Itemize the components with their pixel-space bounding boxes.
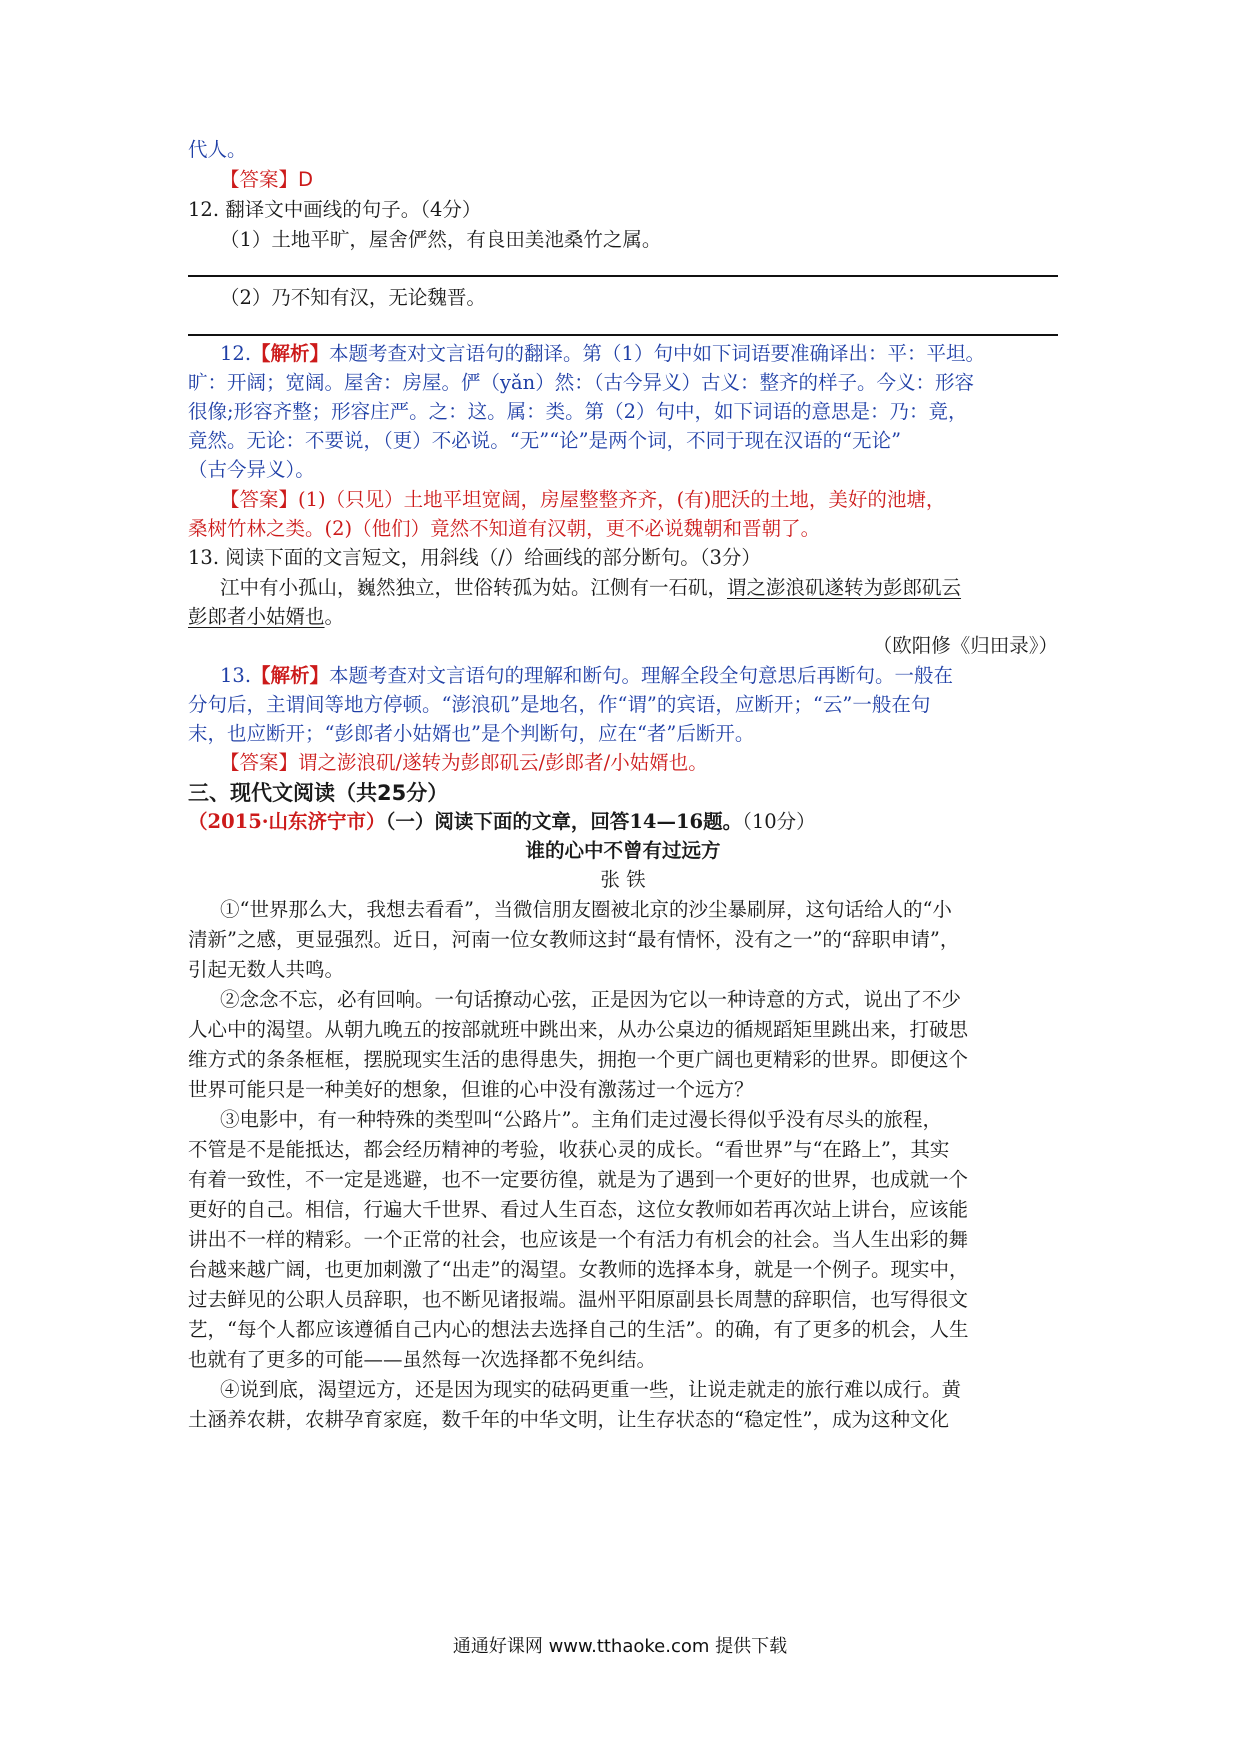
passage-source: （欧阳修《归田录》）	[872, 634, 1058, 657]
question-12-sentence-2: （2）乃不知有汉，无论魏晋。	[220, 286, 486, 309]
question-13-title: 13. 阅读下面的文言短文，用斜线（/）给画线的部分断句。（3分）	[188, 546, 761, 569]
paragraph-3-line-6: 台越来越广阔，也更加刺激了“出走”的渴望。女教师的选择本身，就是一个例子。现实中，	[188, 1258, 969, 1281]
question-12-sentence-1: （1）土地平旷，屋舍俨然，有良田美池桑竹之属。	[220, 228, 662, 251]
paragraph-3-line-9: 也就有了更多的可能——虽然每一次选择都不免纠结。	[188, 1348, 657, 1371]
question-13-text-line-2	[188, 601, 344, 633]
paragraph-1-line-2: 清新”之感，更显强烈。近日，河南一位女教师这封“最有情怀，没有之一”的“辞职申请”，	[188, 928, 960, 951]
answer-13	[220, 747, 708, 779]
passage-text: 江中有小孤山，巍然独立，世俗转孤为姑。江侧有一石矶，	[220, 576, 728, 599]
answer-text: (1)（只见）土地平坦宽阔，房屋整整齐齐，(有)肥沃的土地，美好的池塘，	[298, 488, 946, 511]
paragraph-4-line-2: 土涵养农耕，农耕孕育家庭，数千年的中华文明，让生存状态的“稳定性”，成为这种文化	[188, 1408, 949, 1431]
paragraph-3-line-4: 更好的自己。相信，行遍大千世界、看过人生百态，这位女教师如若再次站上讲台，应该能	[188, 1198, 969, 1221]
analysis-13-line-2: 分句后，主谓间等地方停顿。“澎浪矶”是地名，作“谓”的宾语，应断开；“云”一般在句	[188, 693, 931, 716]
paragraph-3-line-7: 过去鲜见的公职人员辞职，也不断见诸报端。温州平阳原副县长周慧的辞职信，也写得很文	[188, 1288, 969, 1311]
paragraph-1-line-3: 引起无数人共鸣。	[188, 958, 345, 981]
answer-line	[188, 275, 1058, 277]
continuation-line: 代人。	[188, 138, 247, 161]
page-footer: 通通好课网 www.tthaoke.com 提供下载	[452, 1636, 788, 1657]
paragraph-2-line-3: 维方式的条条框框，摆脱现实生活的患得患失，拥抱一个更广阔也更精彩的世界。即便这个	[188, 1048, 969, 1071]
article-author: 张 铁	[600, 868, 646, 891]
answer-12-line-2: 桑树竹林之类。(2)（他们）竟然不知道有汉朝，更不必说魏朝和晋朝了。	[188, 517, 821, 540]
paragraph-1-line-1: ①“世界那么大，我想去看看”，当微信朋友圈被北京的沙尘暴刷屏，这句话给人的“小	[220, 898, 952, 921]
analysis-12-line-3: 很像;形容齐整；形容庄严。之：这。属：类。第（2）句中，如下词语的意思是：乃：竟，	[188, 400, 968, 423]
punctuation: 。	[324, 605, 345, 628]
paragraph-3-line-3: 有着一致性，不一定是逃避，也不一定要彷徨，就是为了遇到一个更好的世界，也成就一个	[188, 1168, 969, 1191]
paragraph-2-line-2: 人心中的渴望。从朝九晚五的按部就班中跳出来，从办公桌边的循规蹈矩里跳出来，打破思	[188, 1018, 969, 1041]
analysis-12-line-1	[220, 338, 985, 370]
analysis-12-line-2: 旷：开阔；宽阔。屋舍：房屋。俨（yǎn）然：（古今异义）古义：整齐的样子。今义：形容	[188, 371, 974, 394]
answer-tag: 【答案】	[220, 168, 299, 191]
score-text: （10分）	[742, 810, 816, 833]
answer-12-line-1	[220, 484, 945, 516]
instruction-text: （一）阅读下面的文章，回答14—16题。	[385, 810, 743, 833]
underlined-passage: 彭郎者小姑婿也	[188, 605, 325, 628]
paragraph-3-line-5: 讲出不一样的精彩。一个正常的社会，也应该是一个有活力有机会的社会。当人生出彩的舞	[188, 1228, 969, 1251]
source-tag: （2015·山东济宁市）	[188, 810, 386, 833]
section-heading: 三、现代文阅读（共25分）	[188, 781, 449, 805]
paragraph-3-line-1: ③电影中，有一种特殊的类型叫“公路片”。主角们走过漫长得似乎没有尽头的旅程，	[220, 1108, 942, 1131]
paragraph-3-line-2: 不管是不是能抵达，都会经历精神的考验，收获心灵的成长。“看世界”与“在路上”，其实	[188, 1138, 950, 1161]
answer-tag: 【答案】	[220, 751, 299, 774]
section-instruction	[188, 806, 816, 838]
article-title: 谁的心中不曾有过远方	[525, 839, 721, 862]
question-13-text-line-1	[220, 572, 961, 604]
analysis-12-line-4: 竟然。无论：不要说，（更）不必说。“无”“论”是两个词，不同于现在汉语的“无论”	[188, 429, 902, 452]
answer-11	[220, 164, 313, 196]
analysis-12-line-5: （古今异义）。	[188, 458, 315, 481]
answer-text: 谓之澎浪矶/遂转为彭郎矶云/彭郎者/小姑婿也。	[298, 751, 708, 774]
paragraph-2-line-1: ②念念不忘，必有回响。一句话撩动心弦，正是因为它以一种诗意的方式，说出了不少	[220, 988, 962, 1011]
analysis-text: 本题考查对文言语句的翻译。第（1）句中如下词语要准确译出：平：平坦。	[329, 342, 985, 365]
paragraph-2-line-4: 世界可能只是一种美好的想象，但谁的心中没有激荡过一个远方？	[188, 1078, 754, 1101]
analysis-tag: 【解析】	[251, 342, 330, 365]
answer-value: D	[298, 168, 314, 191]
analysis-number: 13.	[220, 664, 252, 687]
underlined-passage: 谓之澎浪矶遂转为彭郎矶云	[727, 576, 962, 599]
paragraph-4-line-1: ④说到底，渴望远方，还是因为现实的砝码更重一些，让说走就走的旅行难以成行。黄	[220, 1378, 962, 1401]
paragraph-3-line-8: 艺，“每个人都应该遵循自己内心的想法去选择自己的生活”。的确，有了更多的机会，人生	[188, 1318, 969, 1341]
analysis-13-line-3: 末，也应断开；“彭郎者小姑婿也”是个判断句，应在“者”后断开。	[188, 722, 755, 745]
analysis-number: 12.	[220, 342, 252, 365]
answer-tag: 【答案】	[220, 488, 299, 511]
analysis-text: 本题考查对文言语句的理解和断句。理解全段全句意思后再断句。一般在	[329, 664, 954, 687]
question-12-title: 12. 翻译文中画线的句子。（4分）	[188, 198, 482, 221]
analysis-tag: 【解析】	[251, 664, 330, 687]
answer-line	[188, 334, 1058, 336]
analysis-13-line-1	[220, 660, 953, 692]
